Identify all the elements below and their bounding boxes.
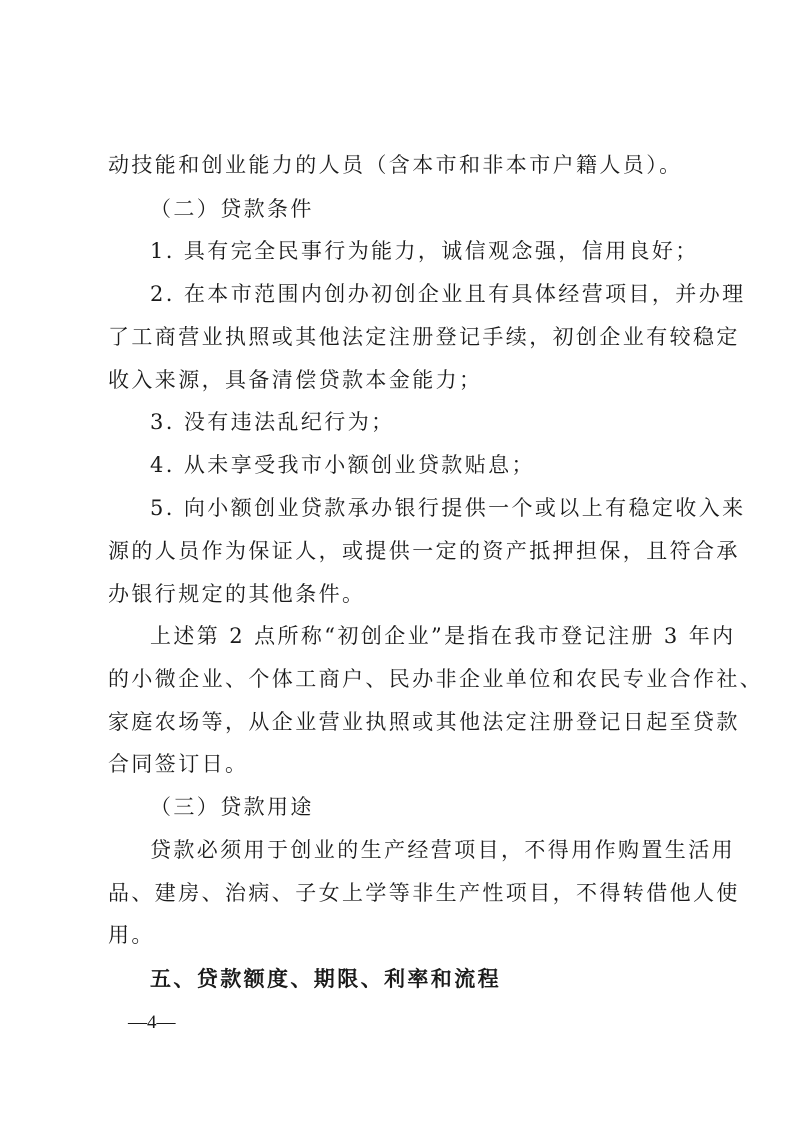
condition-item-5-line-1: 5. 向小额创业贷款承办银行提供一个或以上有稳定收入来 — [150, 496, 746, 520]
condition-item-2-line-2: 了工商营业执照或其他法定注册登记手续，初创企业有较稳定 — [108, 325, 740, 349]
condition-item-3: 3. 没有违法乱纪行为； — [150, 410, 395, 434]
usage-line-2: 品、建房、治病、子女上学等非生产性项目，不得转借他人使 — [108, 881, 740, 905]
text-line: 动技能和创业能力的人员（含本市和非本市户籍人员）。 — [108, 153, 683, 177]
condition-item-2-line-1: 2. 在本市范围内创办初创企业且有具体经营项目，并办理 — [150, 282, 746, 306]
usage-line-1: 贷款必须用于创业的生产经营项目，不得用作购置生活用 — [150, 838, 735, 862]
definition-line-4: 合同签订日。 — [108, 752, 249, 776]
usage-line-3: 用。 — [108, 923, 155, 947]
condition-item-2-line-3: 收入来源，具备清偿贷款本金能力； — [108, 368, 483, 392]
condition-item-5-line-3: 办银行规定的其他条件。 — [108, 582, 366, 606]
definition-line-2: 的小微企业、个体工商户、民办非企业单位和农民专业合作社、 — [108, 667, 764, 691]
section-heading-five: 五、贷款额度、期限、利率和流程 — [150, 967, 501, 991]
page-number: —4— — [128, 1012, 176, 1033]
section-heading-loan-conditions: （二）贷款条件 — [150, 197, 314, 221]
condition-item-1: 1. 具有完全民事行为能力，诚信观念强，信用良好； — [150, 239, 699, 263]
condition-item-4: 4. 从未享受我市小额创业贷款贴息； — [150, 453, 535, 477]
section-heading-loan-usage: （三）贷款用途 — [150, 795, 314, 819]
definition-line-3: 家庭农场等，从企业营业执照或其他法定注册登记日起至贷款 — [108, 710, 740, 734]
condition-item-5-line-2: 源的人员作为保证人，或提供一定的资产抵押担保，且符合承 — [108, 539, 740, 563]
definition-line-1: 上述第 2 点所称“初创企业”是指在我市登记注册 3 年内 — [150, 624, 736, 648]
